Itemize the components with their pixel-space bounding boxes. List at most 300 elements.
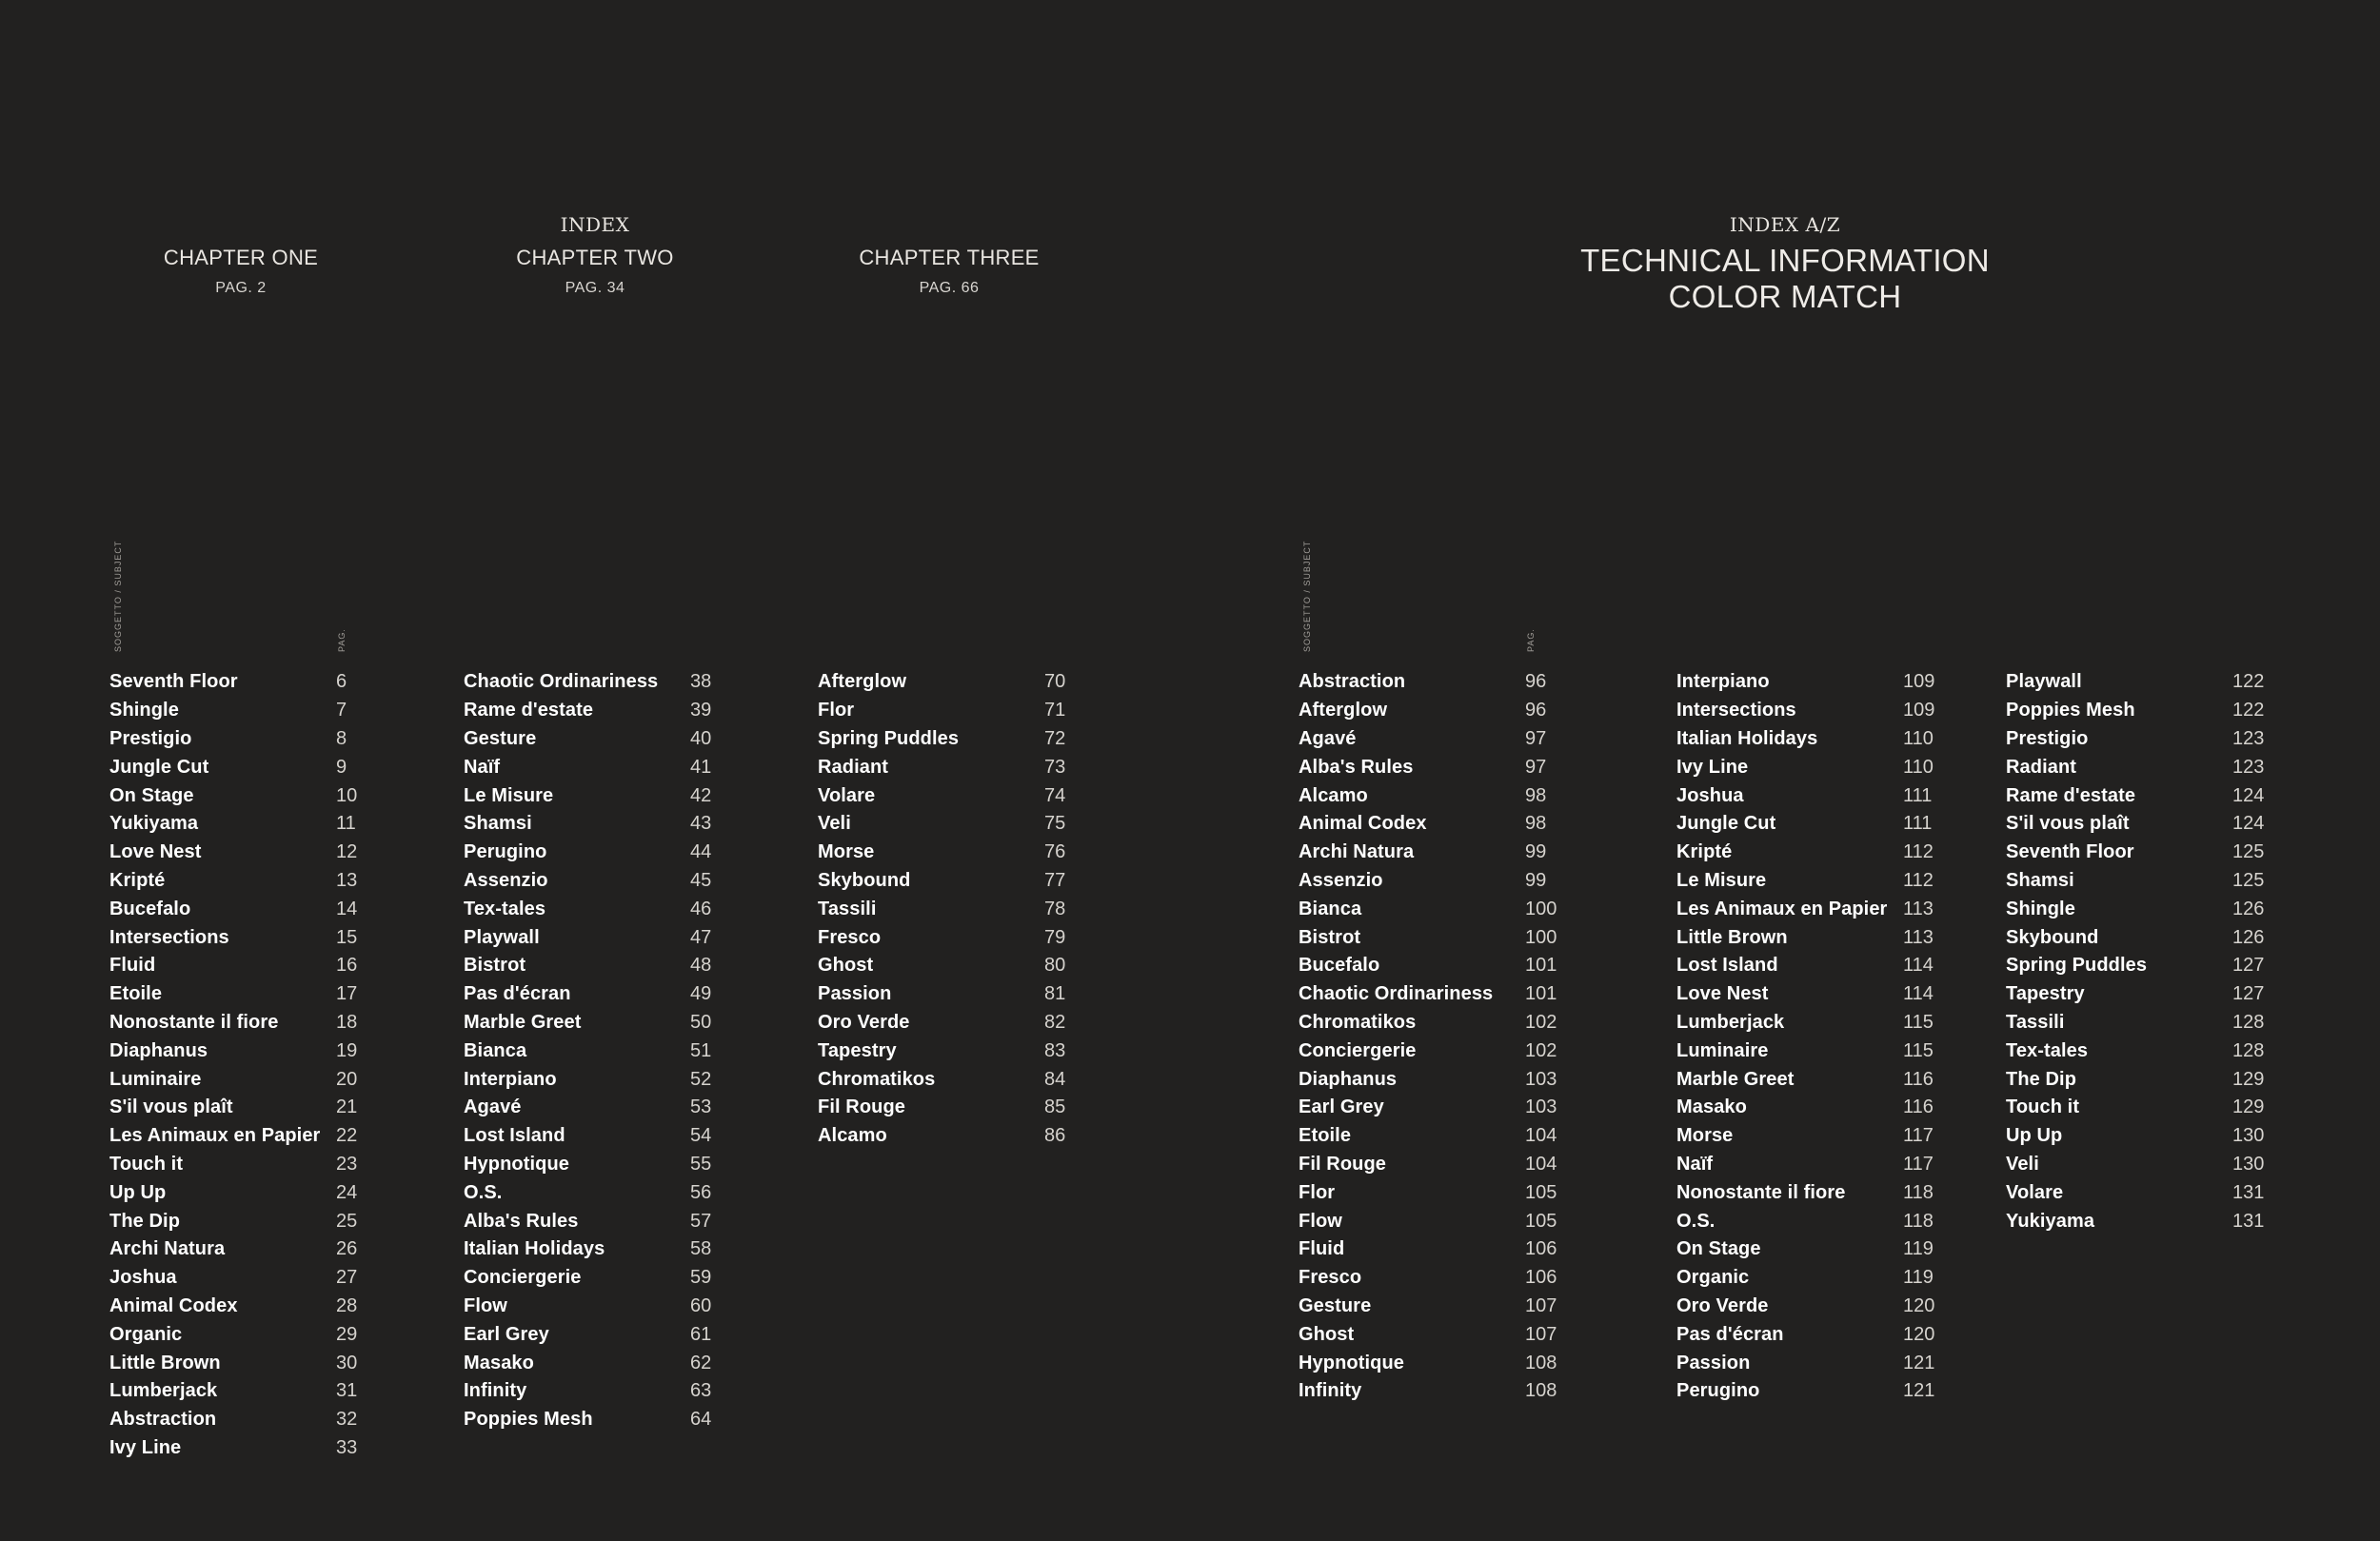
index-entry [109, 697, 376, 725]
entry-name: Abstraction [1299, 671, 1406, 693]
entry-page-number: 59 [690, 1267, 712, 1289]
index-entry [1676, 725, 1953, 754]
index-entry [1676, 1377, 1953, 1406]
entry-page-number: 101 [1525, 955, 1557, 977]
entry-name: Animal Codex [109, 1294, 238, 1316]
entry-name: Touch it [2006, 1096, 2080, 1118]
entry-page-number: 128 [2232, 1011, 2265, 1033]
entry-page-number: 127 [2232, 983, 2265, 1005]
index-entry [1299, 895, 1575, 923]
index-entry [109, 1434, 376, 1463]
entry-name: Flor [1299, 1181, 1336, 1203]
index-entry [1299, 1178, 1575, 1207]
entry-page-number: 113 [1903, 926, 1934, 948]
entry-name: Ghost [818, 955, 874, 977]
index-entry [818, 867, 1084, 896]
entry-page-number: 131 [2232, 1210, 2265, 1232]
entry-page-number: 73 [1044, 756, 1066, 778]
entry-page-number: 105 [1525, 1181, 1557, 1203]
entry-page-number: 110 [1903, 727, 1934, 749]
index-entry [2006, 1065, 2282, 1094]
index-entry [1676, 1207, 1953, 1235]
entry-name: Etoile [1299, 1125, 1352, 1147]
entry-page-number: 84 [1044, 1068, 1066, 1090]
entry-page-number: 53 [690, 1096, 712, 1118]
entry-name: On Stage [1676, 1238, 1761, 1260]
page-column-label-az: PAG. [1526, 628, 1536, 652]
entry-name: Yukiyama [109, 813, 199, 835]
entry-name: Poppies Mesh [2006, 700, 2135, 721]
index-entry [464, 1094, 730, 1122]
index-entry [818, 781, 1084, 810]
index-entry [109, 725, 376, 754]
entry-page-number: 120 [1903, 1294, 1935, 1316]
color-match-title: COLOR MATCH [1668, 279, 1902, 314]
entry-name: Alba's Rules [464, 1210, 579, 1232]
index-entry [464, 725, 730, 754]
chapter-one-index [109, 668, 376, 1462]
entry-name: Rame d'estate [464, 700, 594, 721]
entry-page-number: 6 [336, 671, 347, 693]
index-entry [818, 1009, 1084, 1037]
entry-name: Flow [464, 1294, 507, 1316]
entry-name: Archi Natura [109, 1238, 226, 1260]
index-entry [2006, 1009, 2282, 1037]
entry-name: The Dip [2006, 1068, 2077, 1090]
entry-name: Playwall [2006, 671, 2082, 693]
index-entry [2006, 1037, 2282, 1065]
entry-name: Nonostante il fiore [1676, 1181, 1846, 1203]
entry-page-number: 45 [690, 869, 712, 891]
entry-page-number: 79 [1044, 926, 1066, 948]
entry-name: Flow [1299, 1210, 1342, 1232]
index-entry [464, 810, 730, 839]
index-entry [109, 1151, 376, 1179]
entry-page-number: 21 [336, 1096, 358, 1118]
index-entry [1676, 697, 1953, 725]
subject-column-label-az: SOGGETTO / SUBJECT [1302, 540, 1312, 652]
index-entry [818, 810, 1084, 839]
entry-page-number: 122 [2232, 700, 2265, 721]
entry-name: Poppies Mesh [464, 1409, 593, 1431]
entry-page-number: 99 [1525, 869, 1547, 891]
entry-page-number: 98 [1525, 784, 1547, 806]
entry-name: Tapestry [2006, 983, 2085, 1005]
index-entry [1299, 1094, 1575, 1122]
index-entry [109, 668, 376, 697]
index-entry [464, 1349, 730, 1377]
entry-name: Volare [818, 784, 876, 806]
chapter-three-index [818, 668, 1084, 1151]
chapter-two-index [464, 668, 730, 1434]
entry-page-number: 125 [2232, 869, 2265, 891]
index-entry [818, 839, 1084, 867]
entry-page-number: 127 [2232, 955, 2265, 977]
entry-page-number: 111 [1903, 813, 1933, 835]
entry-name: Archi Natura [1299, 841, 1415, 863]
index-entry [2006, 668, 2282, 697]
index-entry [464, 1178, 730, 1207]
entry-name: Organic [109, 1323, 183, 1345]
chapter-two-title: CHAPTER TWO [516, 246, 674, 269]
entry-page-number: 25 [336, 1210, 358, 1232]
entry-name: Alcamo [818, 1125, 887, 1147]
index-entry [2006, 952, 2282, 980]
entry-page-number: 62 [690, 1352, 712, 1373]
index-entry [1676, 895, 1953, 923]
entry-page-number: 75 [1044, 813, 1066, 835]
entry-name: Kripté [1676, 841, 1733, 863]
index-entry [818, 980, 1084, 1009]
index-entry [1299, 1377, 1575, 1406]
entry-page-number: 129 [2232, 1096, 2265, 1118]
entry-page-number: 129 [2232, 1068, 2265, 1090]
entry-name: Gesture [464, 727, 537, 749]
index-entry [1676, 1235, 1953, 1264]
index-entry [2006, 1178, 2282, 1207]
entry-name: Shamsi [2006, 869, 2074, 891]
index-entry [2006, 1151, 2282, 1179]
entry-name: Passion [818, 983, 892, 1005]
entry-page-number: 116 [1903, 1068, 1934, 1090]
entry-name: O.S. [1676, 1210, 1716, 1232]
entry-name: Seventh Floor [2006, 841, 2134, 863]
entry-page-number: 105 [1525, 1210, 1557, 1232]
entry-name: Love Nest [109, 841, 202, 863]
index-entry [109, 1377, 376, 1406]
az-index-col-2 [1676, 668, 1953, 1406]
index-entry [818, 697, 1084, 725]
entry-page-number: 70 [1044, 671, 1066, 693]
chapter-two-page: PAG. 34 [565, 280, 625, 296]
entry-name: Alcamo [1299, 784, 1368, 806]
entry-page-number: 43 [690, 813, 712, 835]
index-entry [1299, 725, 1575, 754]
entry-name: Prestigio [2006, 727, 2089, 749]
entry-name: Touch it [109, 1153, 184, 1175]
entry-page-number: 26 [336, 1238, 358, 1260]
index-entry [109, 781, 376, 810]
index-entry [109, 1349, 376, 1377]
index-entry [109, 980, 376, 1009]
entry-page-number: 125 [2232, 841, 2265, 863]
az-index-col-3 [2006, 668, 2282, 1235]
entry-name: Fresco [818, 926, 882, 948]
entry-name: Spring Puddles [2006, 955, 2148, 977]
entry-name: Italian Holidays [1676, 727, 1818, 749]
entry-page-number: 99 [1525, 841, 1547, 863]
entry-page-number: 52 [690, 1068, 712, 1090]
entry-name: Bucefalo [109, 898, 191, 919]
entry-page-number: 108 [1525, 1380, 1557, 1402]
index-entry [464, 1009, 730, 1037]
chapter-one-title: CHAPTER ONE [163, 246, 319, 269]
index-entry [109, 923, 376, 952]
entry-page-number: 60 [690, 1294, 712, 1316]
entry-page-number: 74 [1044, 784, 1066, 806]
entry-page-number: 123 [2232, 756, 2265, 778]
index-entry [1676, 1320, 1953, 1349]
entry-name: On Stage [109, 784, 194, 806]
index-entry [818, 725, 1084, 754]
entry-name: Les Animaux en Papier [109, 1125, 321, 1147]
entry-name: Earl Grey [464, 1323, 549, 1345]
index-entry [2006, 839, 2282, 867]
entry-page-number: 120 [1903, 1323, 1935, 1345]
index-entry [1299, 1349, 1575, 1377]
index-entry [109, 1094, 376, 1122]
index-entry [109, 1178, 376, 1207]
index-entry [464, 1207, 730, 1235]
entry-name: Tassili [818, 898, 877, 919]
entry-name: Playwall [464, 926, 540, 948]
entry-page-number: 11 [336, 813, 356, 835]
entry-page-number: 49 [690, 983, 712, 1005]
entry-page-number: 100 [1525, 926, 1557, 948]
entry-page-number: 23 [336, 1153, 358, 1175]
entry-name: Assenzio [464, 869, 548, 891]
entry-page-number: 126 [2232, 926, 2265, 948]
index-entry [464, 1065, 730, 1094]
entry-page-number: 97 [1525, 727, 1547, 749]
entry-page-number: 106 [1525, 1267, 1557, 1289]
entry-name: Le Misure [1676, 869, 1767, 891]
entry-page-number: 113 [1903, 898, 1934, 919]
entry-name: Bucefalo [1299, 955, 1380, 977]
entry-page-number: 15 [336, 926, 358, 948]
index-entry [1299, 781, 1575, 810]
index-entry [1676, 839, 1953, 867]
index-entry [464, 1264, 730, 1293]
index-entry [464, 839, 730, 867]
index-entry [1676, 923, 1953, 952]
entry-name: Joshua [109, 1267, 177, 1289]
index-entry [1676, 1037, 1953, 1065]
entry-name: Abstraction [109, 1409, 217, 1431]
index-entry [109, 839, 376, 867]
entry-name: Seventh Floor [109, 671, 238, 693]
entry-page-number: 44 [690, 841, 712, 863]
entry-page-number: 104 [1525, 1125, 1557, 1147]
index-entry [109, 1235, 376, 1264]
entry-name: The Dip [109, 1210, 181, 1232]
index-entry [2006, 1207, 2282, 1235]
entry-name: Chaotic Ordinariness [1299, 983, 1494, 1005]
index-az-label: INDEX A/Z [1729, 213, 1841, 236]
entry-page-number: 124 [2232, 813, 2265, 835]
index-entry [818, 1122, 1084, 1151]
entry-name: Volare [2006, 1181, 2064, 1203]
entry-name: Tassili [2006, 1011, 2065, 1033]
entry-name: Tapestry [818, 1039, 897, 1061]
entry-name: Infinity [464, 1380, 527, 1402]
entry-page-number: 32 [336, 1409, 358, 1431]
entry-page-number: 76 [1044, 841, 1066, 863]
entry-page-number: 39 [690, 700, 712, 721]
entry-name: Shingle [109, 700, 179, 721]
index-entry [1299, 867, 1575, 896]
entry-name: Bianca [1299, 898, 1362, 919]
entry-name: Assenzio [1299, 869, 1383, 891]
entry-page-number: 86 [1044, 1125, 1066, 1147]
entry-page-number: 101 [1525, 983, 1557, 1005]
entry-name: Lumberjack [1676, 1011, 1785, 1033]
index-entry [1676, 1009, 1953, 1037]
index-entry [464, 1122, 730, 1151]
entry-name: Radiant [2006, 756, 2077, 778]
index-entry [464, 1320, 730, 1349]
entry-page-number: 64 [690, 1409, 712, 1431]
index-entry [464, 1235, 730, 1264]
entry-name: Afterglow [818, 671, 907, 693]
index-entry [464, 980, 730, 1009]
entry-name: Gesture [1299, 1294, 1372, 1316]
index-entry [464, 895, 730, 923]
entry-page-number: 117 [1903, 1153, 1934, 1175]
entry-page-number: 82 [1044, 1011, 1066, 1033]
entry-page-number: 18 [336, 1011, 358, 1033]
entry-name: Le Misure [464, 784, 554, 806]
entry-name: Shingle [2006, 898, 2075, 919]
entry-page-number: 118 [1903, 1210, 1934, 1232]
entry-name: Tex-tales [2006, 1039, 2089, 1061]
index-entry [1676, 1151, 1953, 1179]
entry-page-number: 71 [1044, 700, 1066, 721]
entry-page-number: 107 [1525, 1323, 1557, 1345]
chapter-three-page: PAG. 66 [919, 280, 980, 296]
entry-page-number: 42 [690, 784, 712, 806]
index-entry [109, 867, 376, 896]
entry-page-number: 103 [1525, 1068, 1557, 1090]
index-entry [1299, 1122, 1575, 1151]
index-entry [1676, 1065, 1953, 1094]
index-entry [2006, 697, 2282, 725]
entry-name: Veli [2006, 1153, 2039, 1175]
entry-page-number: 115 [1903, 1011, 1934, 1033]
entry-page-number: 110 [1903, 756, 1934, 778]
entry-name: Diaphanus [109, 1039, 208, 1061]
index-entry [2006, 1094, 2282, 1122]
index-entry [464, 1406, 730, 1434]
entry-page-number: 118 [1903, 1181, 1934, 1203]
entry-name: Animal Codex [1299, 813, 1427, 835]
index-entry [109, 1065, 376, 1094]
entry-name: S'il vous plaît [2006, 813, 2130, 835]
entry-name: Naïf [464, 756, 501, 778]
entry-page-number: 57 [690, 1210, 712, 1232]
index-entry [1299, 839, 1575, 867]
entry-page-number: 121 [1903, 1352, 1935, 1373]
entry-name: Interpiano [464, 1068, 557, 1090]
entry-page-number: 112 [1903, 869, 1934, 891]
entry-name: Oro Verde [1676, 1294, 1769, 1316]
entry-page-number: 109 [1903, 671, 1935, 693]
index-entry [109, 895, 376, 923]
entry-name: Fluid [1299, 1238, 1345, 1260]
entry-name: Flor [818, 700, 855, 721]
index-entry [1676, 1264, 1953, 1293]
index-entry [818, 668, 1084, 697]
entry-page-number: 116 [1903, 1096, 1934, 1118]
entry-page-number: 72 [1044, 727, 1066, 749]
entry-name: Pas d'écran [1676, 1323, 1784, 1345]
entry-page-number: 102 [1525, 1039, 1557, 1061]
entry-page-number: 97 [1525, 756, 1547, 778]
entry-page-number: 119 [1903, 1267, 1934, 1289]
entry-name: Fil Rouge [818, 1096, 906, 1118]
index-entry [464, 867, 730, 896]
index-entry [1299, 1293, 1575, 1321]
index-entry [1299, 1151, 1575, 1179]
entry-name: Kripté [109, 869, 166, 891]
entry-name: Skybound [818, 869, 911, 891]
entry-page-number: 103 [1525, 1096, 1557, 1118]
entry-name: Jungle Cut [1676, 813, 1776, 835]
index-entry [109, 1320, 376, 1349]
entry-name: Agavé [1299, 727, 1357, 749]
subject-column-label: SOGGETTO / SUBJECT [113, 540, 123, 652]
entry-name: Alba's Rules [1299, 756, 1414, 778]
index-entry [464, 952, 730, 980]
chapter-three-title: CHAPTER THREE [859, 246, 1040, 269]
entry-page-number: 80 [1044, 955, 1066, 977]
index-entry [109, 1009, 376, 1037]
index-entry [1676, 810, 1953, 839]
index-entry [464, 697, 730, 725]
entry-page-number: 123 [2232, 727, 2265, 749]
entry-page-number: 51 [690, 1039, 712, 1061]
entry-page-number: 85 [1044, 1096, 1066, 1118]
index-entry [2006, 867, 2282, 896]
index-entry [2006, 923, 2282, 952]
entry-name: Prestigio [109, 727, 192, 749]
entry-page-number: 20 [336, 1068, 358, 1090]
index-entry [1676, 867, 1953, 896]
index-entry [1676, 1122, 1953, 1151]
entry-name: Luminaire [1676, 1039, 1769, 1061]
index-entry [1676, 781, 1953, 810]
entry-name: Joshua [1676, 784, 1744, 806]
entry-name: Lost Island [464, 1125, 565, 1147]
index-entry [109, 1264, 376, 1293]
index-entry [818, 1037, 1084, 1065]
entry-page-number: 33 [336, 1436, 358, 1458]
index-entry [2006, 781, 2282, 810]
entry-page-number: 100 [1525, 898, 1557, 919]
entry-name: Perugino [464, 841, 547, 863]
entry-page-number: 122 [2232, 671, 2265, 693]
entry-name: Passion [1676, 1352, 1751, 1373]
entry-page-number: 50 [690, 1011, 712, 1033]
entry-page-number: 28 [336, 1294, 358, 1316]
entry-page-number: 130 [2232, 1125, 2265, 1147]
entry-name: Marble Greet [1676, 1068, 1795, 1090]
entry-name: Radiant [818, 756, 889, 778]
entry-name: Organic [1676, 1267, 1750, 1289]
index-entry [109, 810, 376, 839]
az-index-col-1 [1299, 668, 1575, 1406]
index-entry [1299, 753, 1575, 781]
index-entry [1299, 952, 1575, 980]
index-entry [1299, 980, 1575, 1009]
entry-name: O.S. [464, 1181, 503, 1203]
index-entry [1299, 810, 1575, 839]
index-entry [109, 1037, 376, 1065]
entry-page-number: 58 [690, 1238, 712, 1260]
index-entry [1676, 753, 1953, 781]
index-entry [1676, 1293, 1953, 1321]
entry-page-number: 9 [336, 756, 347, 778]
